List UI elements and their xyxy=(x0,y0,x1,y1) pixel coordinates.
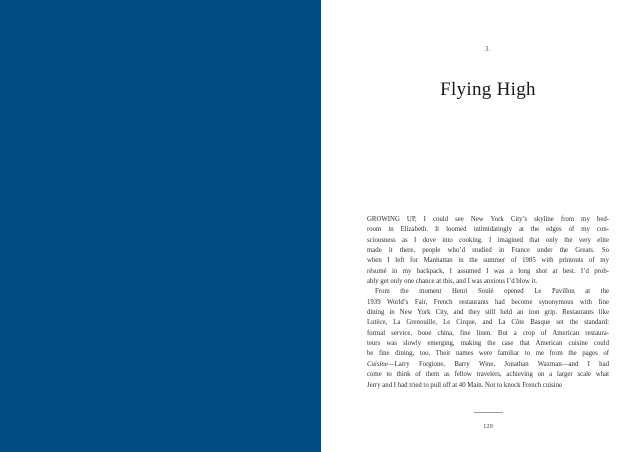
italic-text-segment: Cuisine xyxy=(367,360,388,368)
text-segment: GROWING UP, I could see New York City’s skyline from my bed- xyxy=(367,216,609,223)
paragraph xyxy=(367,215,609,287)
chapter-title: Flying High xyxy=(440,79,536,100)
text-line xyxy=(367,381,609,391)
text-segment: teurs was slowly emerging, making the case that American cuisine could xyxy=(367,340,609,348)
text-line xyxy=(367,370,609,380)
text-line xyxy=(367,339,609,349)
text-line xyxy=(367,277,609,287)
text-segment: made it there, people who’d studied in France under the Greats. So xyxy=(367,247,609,255)
text-line xyxy=(367,215,609,225)
text-segment: dining in New York City, and they still held an iron grip. Restaurants like xyxy=(367,309,609,317)
text-column xyxy=(367,0,609,452)
text-segment: From the moment Henri Soulé opened Le Pavillon at the xyxy=(375,288,609,296)
right-page xyxy=(321,0,640,452)
text-segment: formal service, bone china, fine linen. But a crop of American restaura- xyxy=(367,329,609,337)
text-line xyxy=(367,329,609,339)
text-line xyxy=(367,349,609,359)
text-line xyxy=(367,225,609,235)
page-number: 129 xyxy=(483,423,493,430)
text-line xyxy=(367,246,609,256)
text-line xyxy=(367,287,609,297)
text-segment: be fine dining, too. Their names were familiar to me from the pages of xyxy=(367,350,609,358)
body-text xyxy=(367,215,609,391)
text-line xyxy=(367,308,609,318)
text-segment: 1939 World’s Fair, French restaurants had become synonymous with fine xyxy=(367,298,609,306)
text-line xyxy=(367,236,609,246)
text-segment: when I left for Manhattan in the summer of 1985 with printouts of my xyxy=(367,257,609,265)
text-line xyxy=(367,360,609,370)
text-line xyxy=(367,298,609,308)
text-line xyxy=(367,318,609,328)
text-segment: room in Elizabeth. It loomed intimidatingly at the edges of my con- xyxy=(367,226,609,234)
text-line xyxy=(367,267,609,277)
text-line xyxy=(367,256,609,266)
text-segment: Lutèce, La Grenouille, Le Cirque, and La Côte Basque set the standard: xyxy=(367,319,609,327)
text-segment: —Larry Forgione, Barry Wine, Jonathan Waxman—and I had xyxy=(387,360,609,368)
chapter-number: 3. xyxy=(484,45,492,53)
text-segment: ably get only one chance at this, and I was anxious I’d blow it. xyxy=(367,278,538,286)
paragraph xyxy=(367,287,609,390)
section-divider-rule xyxy=(474,412,503,413)
text-segment: Jerry and I had tried to pull off at 40 Main. Not to knock French cuisine xyxy=(367,381,563,389)
text-segment: sciousness as I dove into cooking. I imagined that only the very elite xyxy=(367,236,609,244)
text-segment: come to think of them as fellow travelers, achieving on a larger scale what xyxy=(367,371,609,379)
text-segment: résumé in my backpack, I assumed I was a long shot at best. I’d prob- xyxy=(367,267,609,275)
